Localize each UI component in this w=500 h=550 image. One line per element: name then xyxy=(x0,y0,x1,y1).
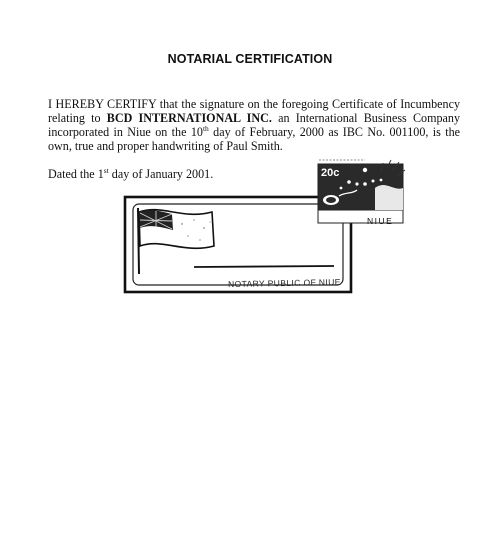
date-suffix: day of January 2001. xyxy=(108,167,214,181)
ordinal-suffix: th xyxy=(202,123,209,133)
stamp-country: NIUE xyxy=(367,216,394,226)
date-line xyxy=(48,167,213,181)
paragraph-part-1: I HEREBY CERTIFY that the signature on the foregoing Certificate of Incumbency relating to xyxy=(48,97,460,125)
seal-caption: NOTARY PUBLIC OF NIUE xyxy=(227,276,341,290)
company-name: BCD INTERNATIONAL INC. xyxy=(106,111,272,125)
certification-paragraph xyxy=(48,97,460,153)
paragraph-part-2: an International Business Company incorporated in Niue on the 10 xyxy=(48,111,460,139)
paragraph-part-3: day of February, 2000 as IBC No. 001100, is the own, true and proper handwriting of Paul Smith. xyxy=(48,125,461,153)
date-ordinal: st xyxy=(103,165,109,175)
date-prefix: Dated the 1 xyxy=(48,167,104,181)
stamp-value: 20c xyxy=(321,167,340,179)
page-title: NOTARIAL CERTIFICATION xyxy=(167,52,333,66)
